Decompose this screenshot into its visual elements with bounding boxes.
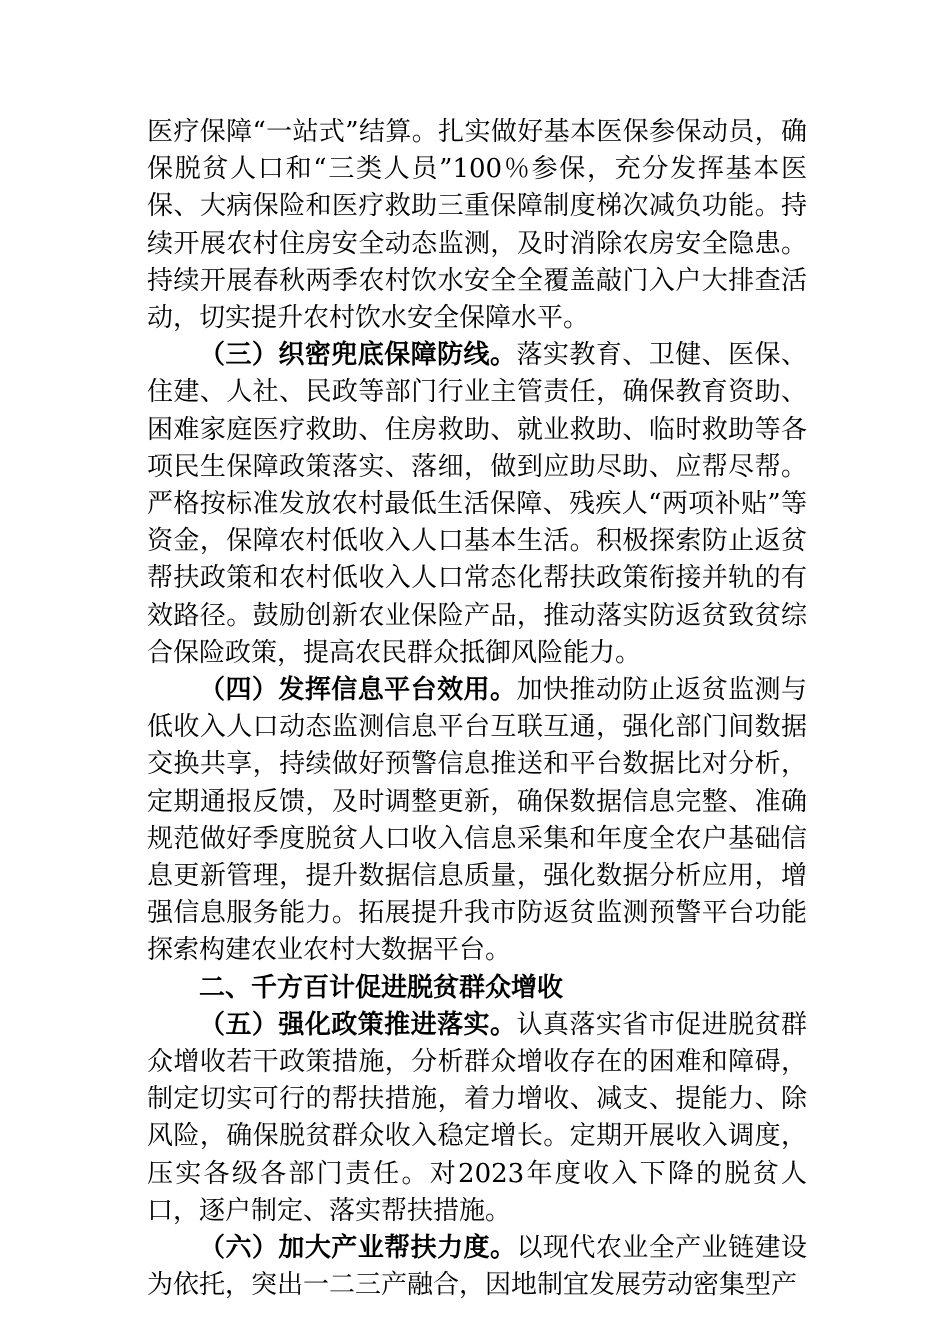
subsection-heading-3: （三）织密兜底保障防线。 [199,340,517,371]
document-page [147,114,807,1305]
paragraph-4 [147,672,807,970]
paragraph-3 [147,337,807,672]
paragraph-text: 落实教育、卫健、医保、住建、人社、民政等部门行业主管责任，确保教育资助、困难家庭医疗救助、住房救助、就业救助、临时救助等各项民生保障政策落实、落细，做到应助尽助、应帮尽帮。严格按标准发放农村最低生活保障、残疾人“两项补贴”等资金，保障农村低收入人口基本生活。积极探索防止返贫帮扶政策和农村低收入人口常态化帮扶政策衔接并轨的有效路径。鼓励创新农业保险产品，推动落实防返贫致贫综合保险政策，提高农民群众抵御风险能力。 [147,340,807,668]
subsection-heading-5: （五）强化政策推进落实。 [199,1009,517,1040]
subsection-heading-4: （四）发挥信息平台效用。 [199,675,517,706]
section-heading-2: 二、千方百计促进脱贫群众增收 [199,972,564,1003]
paragraph-text: 加快推动防止返贫监测与低收入人口动态监测信息平台互联互通，强化部门间数据交换共享，持续做好预警信息推送和平台数据比对分析，定期通报反馈，及时调整更新，确保数据信息完整、准确规范做好季度脱贫人口收入信息采集和年度全农户基础信息更新管理，提升数据信息质量，强化数据分析应用，增强信息服务能力。拓展提升我市防返贫监测预警平台功能探索构建农业农村大数据平台。 [147,675,807,966]
subsection-heading-6: （六）加大产业帮扶力度。 [199,1233,517,1264]
paragraph-continuation [147,114,807,337]
paragraph-text: 医疗保障“一站式”结算。扎实做好基本医保参保动员，确保脱贫人口和“三类人员”100％参保，充分发挥基本医保、大病保险和医疗救助三重保障制度梯次减负功能。持续开展农村住房安全动态监测，及时消除农房安全隐患。持续开展春秋两季农村饮水安全全覆盖敲门入户大排查活动，切实提升农村饮水安全保障水平。 [147,117,807,334]
paragraph-text: 以现代农业全产业链建设为依托，突出一二三产融合，因地制宜发展劳动密集型产 [147,1233,807,1301]
paragraph-text: 认真落实省市促进脱贫群众增收若干政策措施，分析群众增收存在的困难和障碍，制定切实可行的帮扶措施，着力增收、减支、提能力、除风险，确保脱贫群众收入稳定增长。定期开展收入调度，压实各级各部门责任。对2023年度收入下降的脱贫人口，逐户制定、落实帮扶措施。 [147,1009,807,1226]
paragraph-5 [147,1007,807,1230]
paragraph-6 [147,1230,807,1304]
